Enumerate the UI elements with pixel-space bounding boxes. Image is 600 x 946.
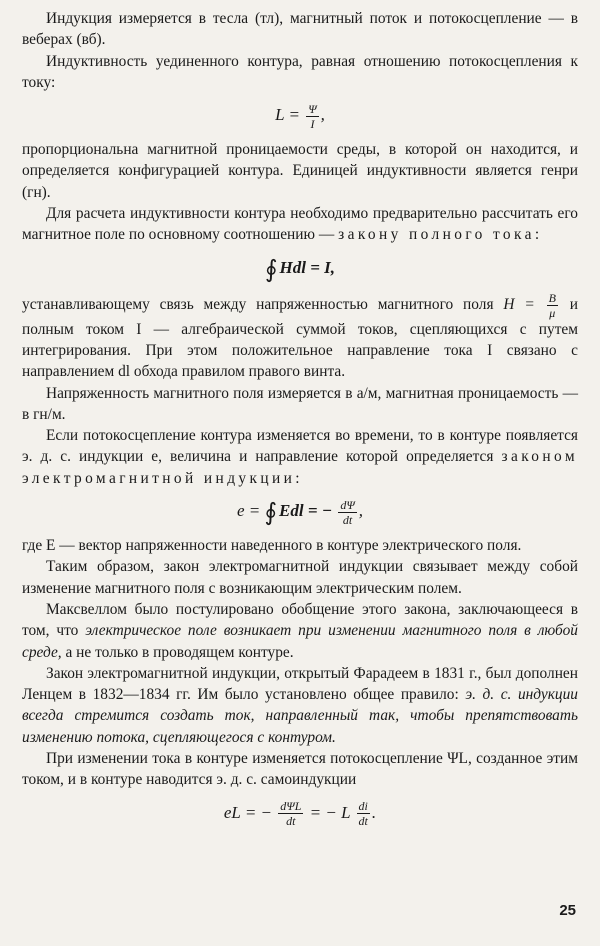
formula4-fraction2 (357, 800, 370, 827)
formula4-num2: di (358, 799, 368, 814)
formula4-mid: = − L (305, 802, 351, 822)
formula4-fraction1 (278, 800, 303, 827)
formula3-integral: Edl = − (279, 501, 333, 521)
formula2-body: Hdl = I, (279, 257, 335, 277)
formula3-lhs: e = (236, 501, 265, 521)
paragraph-emf (22, 425, 578, 489)
paragraph-permeability: пропорциональна магнитной проницаемости среды, в которой он находится, и определяется конфигурацией контура. Единицей индуктивности является генри (гн). (22, 141, 578, 201)
formula-self-induction (22, 795, 578, 831)
paragraph-inductance-def: Индуктивность уединенного контура, равная отношению потокосцепления к току: (22, 52, 578, 91)
formula-total-current (22, 250, 578, 286)
formula-inductance: L = $\frac{\Psi}{I}$ , (275, 101, 325, 131)
para5-den: μ (549, 305, 556, 320)
formula4-tail: . (371, 802, 377, 822)
formula3-den: dt (342, 512, 353, 527)
para5-num: B (548, 290, 556, 305)
para5-text-a: устанавливающему связь между напряженностью магнитного поля (22, 295, 494, 313)
para5-fraction (547, 292, 558, 319)
formula1-den: I (310, 116, 315, 131)
paragraph-where-e: где E — вектор напряженности наведенного в контуре электрического поля. (22, 537, 522, 555)
page-body (22, 8, 578, 837)
paragraph-maxwell (22, 599, 578, 663)
para11-italic: э. д. с. индукции всегда стремится создать ток, направленный так, чтобы препятствовать изменению потока, сцепляющегося с контуром. (22, 686, 578, 746)
para7-spaced-term: законом электромагнитной индукции: (22, 448, 578, 487)
para10-italic: электрическое поле возникает при изменении магнитного поля в любой среде, (22, 622, 578, 661)
para5-inline-formula: H = $\frac{B}{\mu}$ (503, 290, 556, 320)
paragraph-thus: Таким образом, закон электромагнитной индукции связывает между собой изменение магнитного поля с возникающим электрическим полем. (22, 558, 578, 597)
contour-integral-icon: ∮ (264, 500, 278, 527)
para4-text: Для расчета индуктивности контура необходимо предварительно рассчитать его магнитное поле по основному соотношению — (22, 205, 578, 244)
paragraph-units: Напряженность магнитного поля измеряется в а/м, магнитная проницаемость — в гн/м. (22, 384, 578, 423)
paragraph-self-induction: При изменении тока в контуре изменяется потокосцепление ΨL, созданное этим током, и в контуре наводится э. д. с. самоиндукции (22, 750, 578, 789)
contour-integral-icon: ∮ (264, 256, 278, 283)
paragraph-faraday-lenz (22, 663, 578, 748)
paragraph-calculation (22, 203, 578, 246)
formula1-tail: , (320, 105, 325, 125)
para5-lhs: H (503, 295, 515, 313)
formula4-den2: dt (358, 814, 368, 829)
formula4-den1: dt (286, 814, 296, 829)
formula3-tail: , (358, 501, 364, 521)
para11-text: Закон электромагнитной индукции, открытый Фарадеем в 1831 г., был дополнен Ленцем в 1832—1834 гг. Им было установлено общее правило: (22, 664, 578, 704)
formula3-num: dΨ (340, 497, 355, 512)
formula4-lhs: eL = − (223, 802, 273, 822)
para5-text-b: и полным током I — алгебраической суммой токов, сцепляющихся с путем интегрирования. При этом положительное направление тока I связано с направлением dl обхода правилом правого винта. (22, 295, 578, 381)
paragraph-induction-units: Индукция измеряется в тесла (тл), магнитный поток и потокосцепление — в веберах (вб). (22, 10, 578, 49)
formula1-num: Ψ (308, 101, 317, 116)
para10-text-b: а не только в проводящем контуре. (65, 643, 294, 661)
formula1-fraction (306, 103, 318, 130)
formula-emf (22, 493, 578, 529)
formula1-lhs: L (275, 105, 285, 125)
para4-spaced-term: закону полного тока: (338, 226, 543, 244)
para10-text-a: Максвеллом было постулировано обобщение этого закона, заключающееся в том, что (22, 600, 578, 640)
paragraph-field-relation (22, 292, 578, 383)
formula4-num1: dΨL (280, 799, 302, 814)
para7-text: Если потокосцепление контура изменяется во времени, то в контуре появляется э. д. с. индукции e, величина и направление которой определяется (22, 427, 578, 466)
page-number: 25 (559, 902, 576, 919)
formula3-fraction (338, 499, 356, 526)
